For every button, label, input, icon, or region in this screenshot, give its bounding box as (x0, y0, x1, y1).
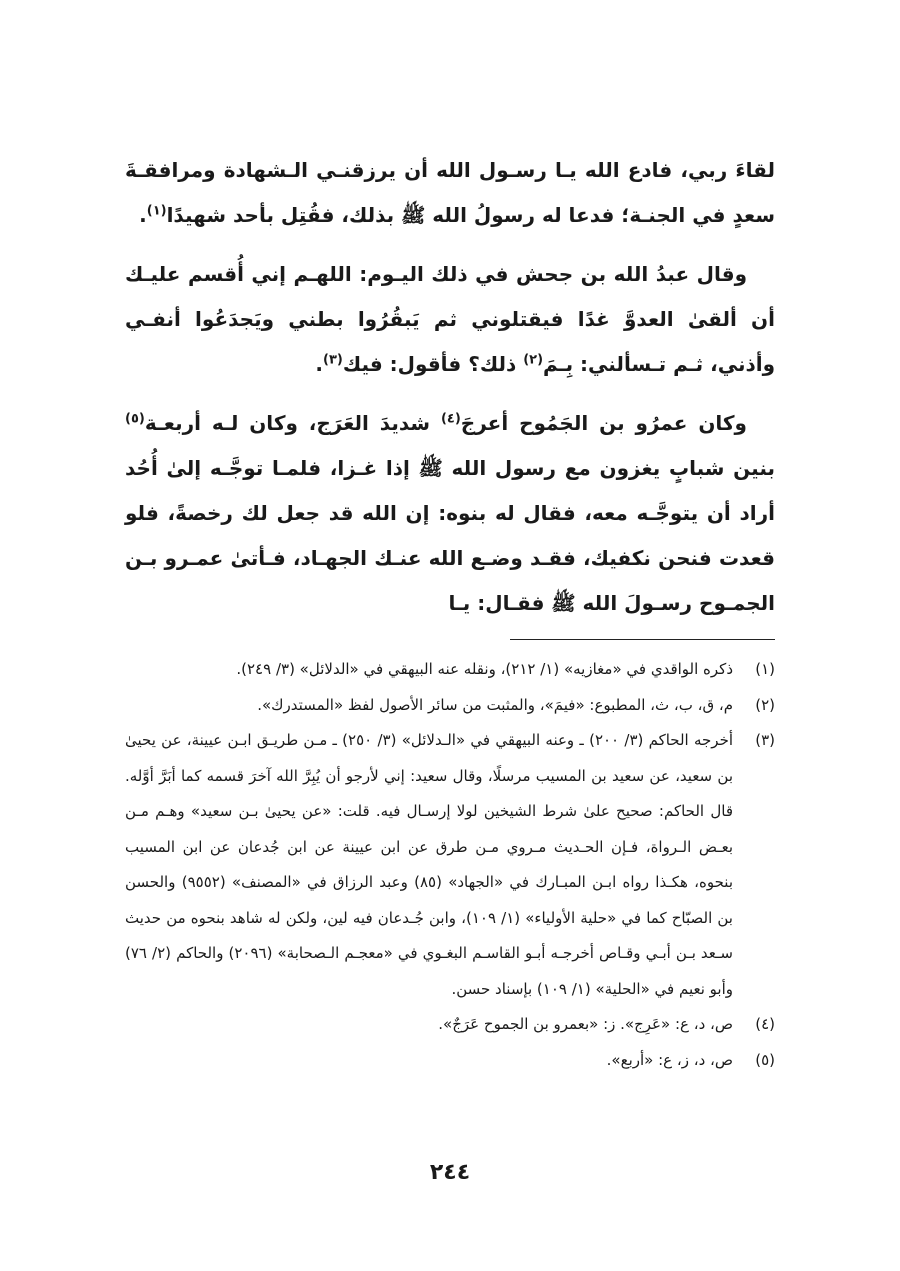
footnote-ref-5: (٥) (125, 411, 145, 427)
footnote-4 (125, 1007, 775, 1043)
footnote-text: ذكره الواقدي في «مغازيه» (١/ ٢١٢)، ونقله عنه البيهقي في «الدلائل» (٣/ ٢٤٩). (236, 660, 733, 678)
footnote-ref-1: (١) (146, 203, 167, 219)
footnote-5 (125, 1043, 775, 1079)
footnote-text: أخرجه الحاكم (٣/ ٢٠٠) ـ وعنه البيهقي في «الـدلائل» (٣/ ٢٥٠) ـ مـن طريـق ابـن عيينة، عن يحيىٰ بن سعيد، عن سعيد بن المسيب مرسلًا، وقال سعيد: إني لأرجو أن يُبِرَّ الله آخرَ قسمه كما أبَرَّ أوَّله. قال الحاكم: صحيح علىٰ شرط الشيخين لولا إرسـال فيه. قلت: «عن يحيىٰ بـن سعيد» وهـم مـن بعـض الـرواة، فـإن الحـديث مـروي مـن طرق عن ابن عيينة عن ابن جُدعان عن ابن المسيب بنحوه، هكـذا رواه ابـن المبـارك في «الجهاد» (٨٥) وعبد الرزاق في «المصنف» (٩٥٥٢) والحسن بن الصبّاح كما في «حلية الأولياء» (١/ ١٠٩)، وابن جُـدعان فيه لين، ولكن له شاهد بنحوه من حديث سـعد بـن أبـي وقـاص أخرجـه أبـو القاسـم البغـوي في «معجـم الـصحابة» (٢٠٩٦) والحاكم (٢/ ٧٦) وأبو نعيم في «الحلية» (١/ ١٠٩) بإسناد حسن. (125, 731, 734, 998)
footnote-1 (125, 652, 775, 688)
footnote-number: (٢) (755, 695, 775, 714)
footnote-text: ص، د، ز، ع: «أربع». (606, 1050, 733, 1069)
footnote-text: م، ق، ب، ث، المطبوع: «فيمَ»، والمثبت من سائر الأصول لفظ «المستدرك». (257, 695, 733, 714)
paragraph-3: وكان عمرُو بن الجَمُوح أعرجَ$^{(٤)}$ شديدَ العَرَج، وكان لـه أربعـة$^{(٥)}$ بنين شبابٍ يغزون مع رسول الله ﷺ إذا غـزا، فلمـا توجَّـه إلىٰ أُحُد أراد أن يتوجَّـه معه، فقال له بنوه: إن الله قد جعل لك رخصةً، فلو قعدت فنحن نكفيك، فقـد وضـع الله عنـك الجهـاد، فـأتىٰ عمـرو بـن الجمـوح رسـولَ الله ﷺ فقـال: يـا (125, 411, 775, 615)
footnote-2 (125, 688, 775, 724)
main-text (125, 148, 775, 640)
footnote-number: (١) (755, 660, 775, 678)
footnote-number: (٤) (755, 1015, 775, 1033)
footnote-ref-2: (٢) (523, 352, 544, 368)
paragraph-2-text: وقال عبدُ الله بن جحش في ذلك اليـوم: اللهـم إني أُقسم عليـك أن ألقىٰ العدوَّ غدًا فيقتلوني ثم يَبقُرُوا بطني ويَجدَعُوا أنفـي وأذني، ثـم تـسألني: بِـمَ (125, 262, 775, 376)
page-number: ٢٤٤ (429, 1160, 471, 1185)
footnote-ref-4: (٤) (440, 411, 461, 427)
footnote-text: ص، د، ع: «عَرِج». ز: «بعمرو بن الجموح عَرَجٌ». (438, 1015, 733, 1033)
footnote-number: (٥) (755, 1050, 775, 1069)
footnote-ref-3: (٣) (322, 352, 343, 368)
paragraph-1: لقاءَ ربي، فادع الله يـا رسـول الله أن يرزقنـي الـشهادة ومرافقـةَ سعدٍ في الجنـة؛ فدعا له رسولُ الله ﷺ بذلك، فقُتِل بأحد شهيدًا$^{(١)}$. (125, 158, 775, 227)
footnote-3 (125, 723, 775, 1007)
paragraph-2: وقال عبدُ الله بن جحش في ذلك اليـوم: اللهـم إني أُقسم عليـك أن ألقىٰ العدوَّ غدًا فيقتلوني ثم يَبقُرُوا بطني ويَجدَعُوا أنفـي وأذني، ثـم تـسألني: بِـمَ$^{(٢)}$ ذلك؟ فأقول: فيك$^{(٣)}$. (125, 262, 775, 376)
paragraph-3-text: وكان عمرُو بن الجَمُوح أعرجَ (460, 411, 747, 435)
footnotes (125, 652, 775, 1078)
footnote-number: (٣) (755, 731, 775, 749)
paragraph-1-text: لقاءَ ربي، فادع الله يـا رسـول الله أن يرزقنـي الـشهادة ومرافقـةَ سعدٍ في الجنـة؛ فدعا له رسولُ الله ﷺ بذلك، فقُتِل بأحد شهيدًا (125, 158, 775, 227)
footnote-separator (510, 639, 775, 640)
